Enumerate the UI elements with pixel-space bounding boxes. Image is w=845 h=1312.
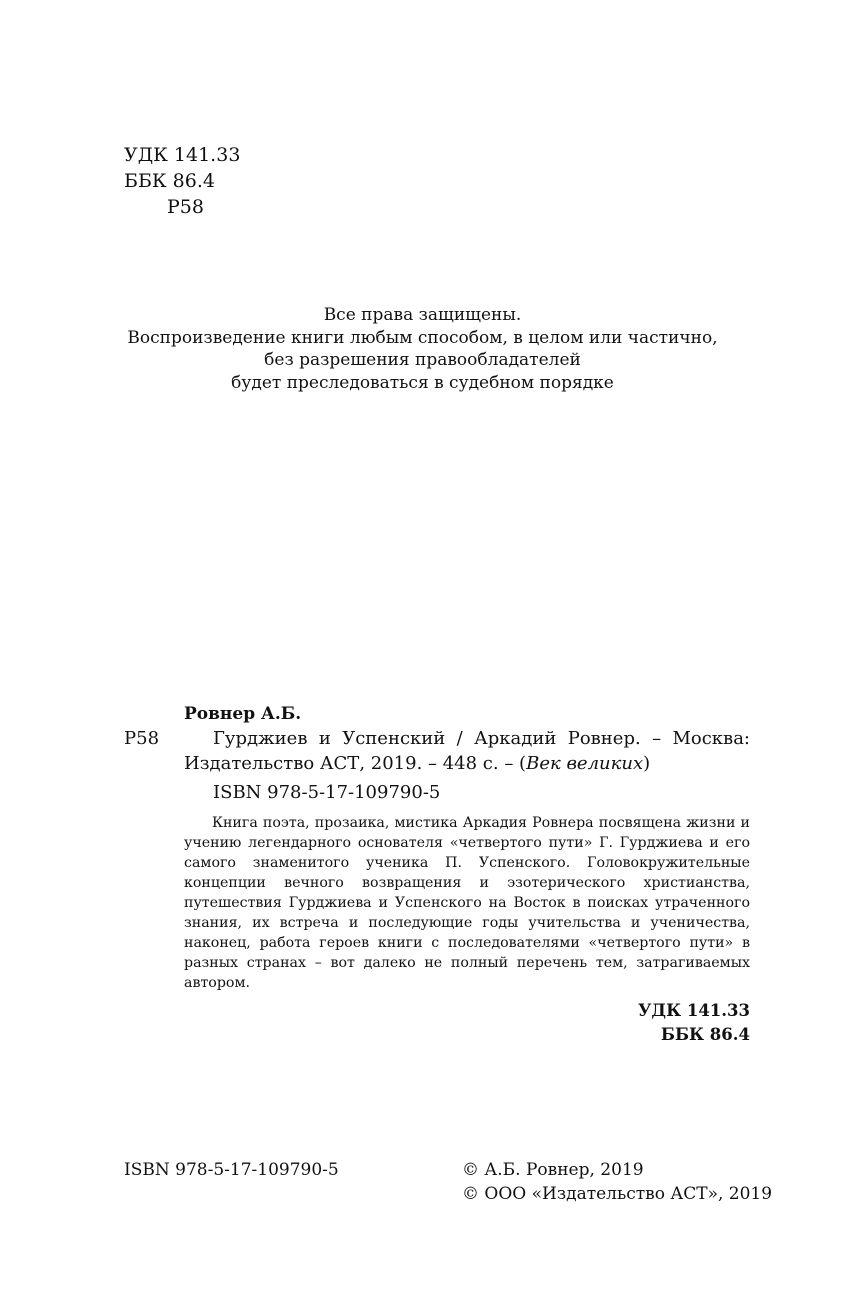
record-classification: [124, 999, 750, 1047]
record-publisher-line: [184, 751, 750, 776]
record-series-close: ): [643, 753, 651, 774]
record-title-line: Гурджиев и Успенский / Аркадий Ровнер. – Москва:: [213, 728, 750, 749]
record-annotation: Книга поэта, прозаика, мистика Аркадия Ровнера посвящена жизни и учению легендарного основателя «четвертого пути» Г. Гурджиева и его самого знаменитого ученика П. Успенского. Головокружительные концепции вечного возвращения и эзотерического христианства, путешествия Гурджиева и Успенского на Восток в поисках утраченного знания, их встреча и последующие годы учительства и ученичества, наконец, работа героев книги с последователями «четвертого пути» в разных странах – вот далеко не полный перечень тем, затрагиваемых автором.: [184, 815, 750, 991]
copyright-publisher: © ООО «Издательство АСТ», 2019: [462, 1184, 773, 1204]
copyright-author: © А.Б. Ровнер, 2019: [462, 1160, 644, 1180]
record-isbn: ISBN 978-5-17-109790-5: [213, 782, 441, 803]
record-publisher: Издательство АСТ, 2019. – 448 с. – (: [184, 753, 527, 774]
record-udk: УДК 141.33: [638, 1001, 750, 1020]
copyright-block: [462, 1158, 772, 1206]
footer-isbn: ISBN 978-5-17-109790-5: [124, 1160, 339, 1180]
rights-notice: [0, 304, 845, 394]
rights-line: Все права защищены.: [323, 305, 522, 325]
rights-line: будет преследоваться в судебном порядке: [231, 372, 614, 393]
author-code: Р58: [167, 196, 204, 218]
record-entry: [124, 726, 750, 776]
rights-line: без разрешения правообладателей: [264, 350, 581, 370]
record-series: Век великих: [526, 753, 644, 774]
record-author: Ровнер А.Б.: [184, 704, 302, 724]
bibliographic-record: [124, 702, 750, 1047]
rights-line: Воспроизведение книги любым способом, в целом или частично,: [127, 327, 718, 348]
record-author-code: Р58: [124, 728, 160, 749]
record-bbk: ББК 86.4: [660, 1025, 750, 1044]
udk-code: УДК 141.33: [124, 144, 241, 166]
classification-block: [124, 142, 240, 220]
bbk-code: ББК 86.4: [124, 170, 215, 192]
